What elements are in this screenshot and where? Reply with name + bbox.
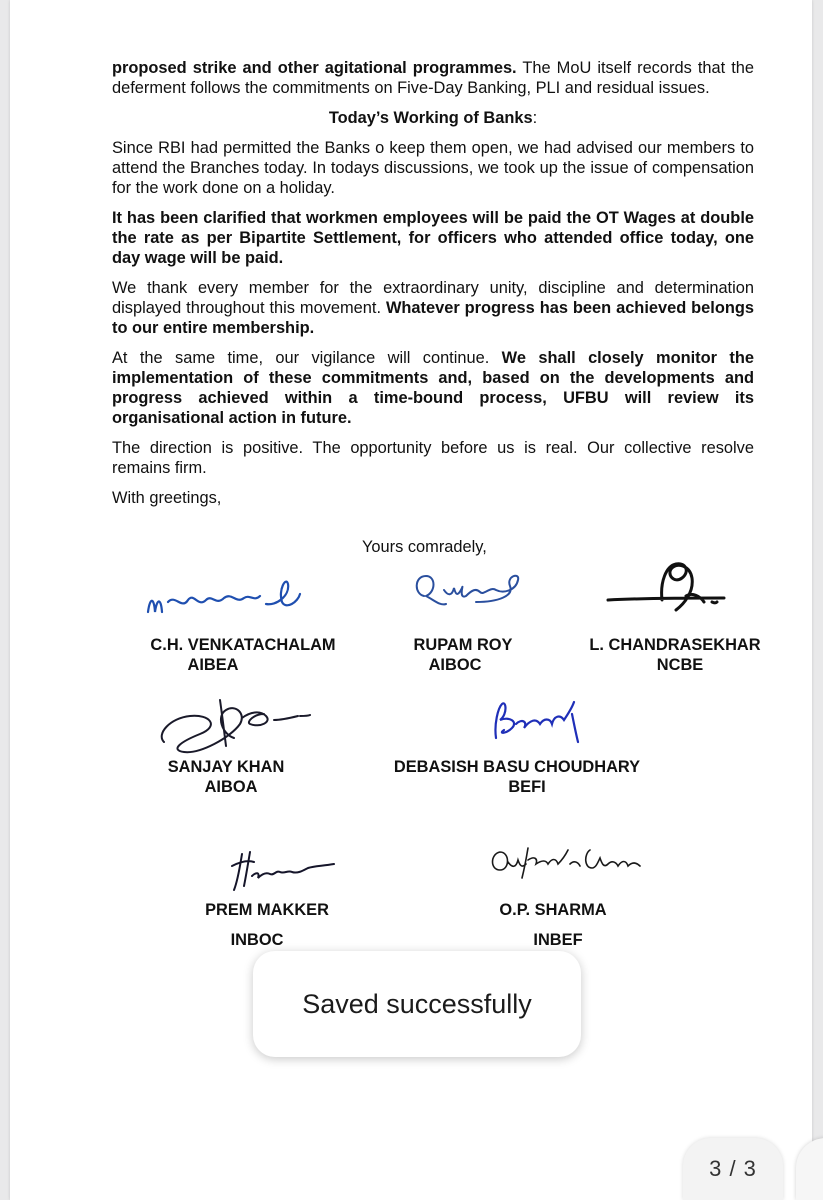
signatory-org: AIBOC bbox=[428, 656, 482, 674]
signatory-name: PREM MAKKER bbox=[205, 901, 329, 919]
signature-rupam-roy bbox=[406, 566, 536, 616]
signatory-org: BEFI bbox=[508, 778, 546, 796]
signatory-name: SANJAY KHAN bbox=[167, 758, 285, 776]
signatory-org: AIBOA bbox=[204, 778, 258, 796]
signatory-name: DEBASISH BASU CHOUDHARY bbox=[393, 758, 641, 776]
signature-sanjay-khan bbox=[150, 694, 320, 760]
signatory-org: INBOC bbox=[230, 931, 284, 949]
paragraph-4: We thank every member for the extraordinary unity, discipline and determination displayed throughout this movement. Whatever progress has been achieved belongs to our entire membership. bbox=[112, 279, 754, 337]
saved-toast bbox=[253, 951, 581, 1057]
signatory-org: AIBEA bbox=[187, 656, 239, 674]
signatory-name: C.H. VENKATACHALAM bbox=[150, 636, 336, 654]
signatory-org: NCBE bbox=[656, 656, 704, 674]
signatory-name: O.P. SHARMA bbox=[499, 901, 607, 919]
paragraph-2: Since RBI had permitted the Banks o keep them open, we had advised our members to attend the Branches today. In todays discussions, we took up the issue of compensation for the work done on a holiday. bbox=[112, 139, 754, 197]
signature-debasish bbox=[488, 694, 588, 750]
paragraph-1: proposed strike and other agitational programmes. The MoU itself records that the deferment follows the commitments on Five-Day Banking, PLI and residual issues. bbox=[112, 59, 754, 97]
page-indicator[interactable] bbox=[683, 1138, 783, 1200]
closing-line: Yours comradely, bbox=[362, 538, 487, 556]
paragraph-3: It has been clarified that workmen employees will be paid the OT Wages at double the rate as per Bipartite Settlement, for officers who attended office today, one day wage will be paid. bbox=[112, 209, 754, 267]
section-heading: Today’s Working of Banks: bbox=[328, 109, 538, 127]
signatory-name: RUPAM ROY bbox=[413, 636, 513, 654]
greeting: With greetings, bbox=[112, 489, 222, 507]
page-indicator-label: 3 / 3 bbox=[709, 1156, 757, 1181]
paragraph-6: The direction is positive. The opportunity before us is real. Our collective resolve remains firm. bbox=[112, 439, 754, 477]
signature-op-sharma bbox=[486, 840, 656, 880]
signatory-name: L. CHANDRASEKHAR bbox=[589, 636, 761, 654]
letter-body bbox=[112, 58, 754, 518]
signature-chandrasekhar bbox=[604, 552, 744, 618]
signature-venkatachalam bbox=[140, 572, 310, 622]
signatory-org: INBEF bbox=[533, 931, 583, 949]
paragraph-5: At the same time, our vigilance will continue. We shall closely monitor the implementation of these commitments and, based on the developments and progress achieved within a time-bound process, UFBU will review its organisational action in future. bbox=[112, 349, 754, 427]
signature-prem-makker bbox=[222, 846, 342, 896]
toast-message: Saved successfully bbox=[302, 988, 532, 1019]
